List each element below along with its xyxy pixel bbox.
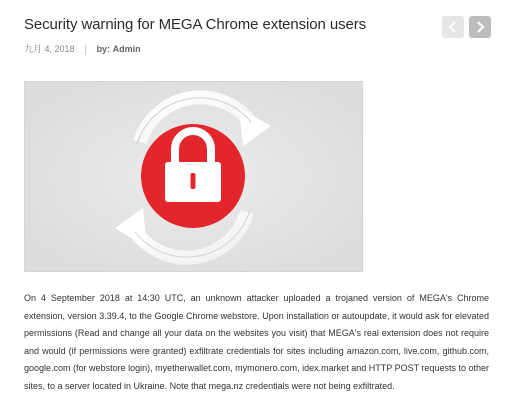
- meta-separator: [85, 45, 86, 55]
- prev-post-button[interactable]: [442, 16, 464, 38]
- article-body: On 4 September 2018 at 14:30 UTC, an unknown attacker uploaded a trojaned version of MEGA's Chrome extension, version 3.39.4, to the Google Chrome webstore. Upon installation or autoupdate, it would ask for elevated permissions (Read and change all your data on the websites you visit) that MEGA's real extension does not require and would (if permissions were granted) exfiltrate credentials for sites including amazon.com, live.com, github.com, google.com (for webstore login), myetherwallet.com, mymonero.com, idex.market and HTTP POST requests to other sites, to a server located in Ukraine. Note that mega.nz credentials were not being exfiltrated.: [24, 293, 489, 391]
- post-meta: [24, 42, 141, 55]
- chevron-left-icon: [448, 21, 458, 33]
- post-title: Security warning for MEGA Chrome extension users: [24, 16, 367, 33]
- security-illustration: [25, 82, 362, 271]
- next-post-button[interactable]: [469, 16, 491, 38]
- featured-image: [24, 81, 363, 272]
- chevron-right-icon: [475, 21, 485, 33]
- post-author[interactable]: Admin: [112, 44, 141, 54]
- post-date: 九月 4, 2018: [24, 44, 75, 54]
- author-prefix: by:: [96, 44, 111, 54]
